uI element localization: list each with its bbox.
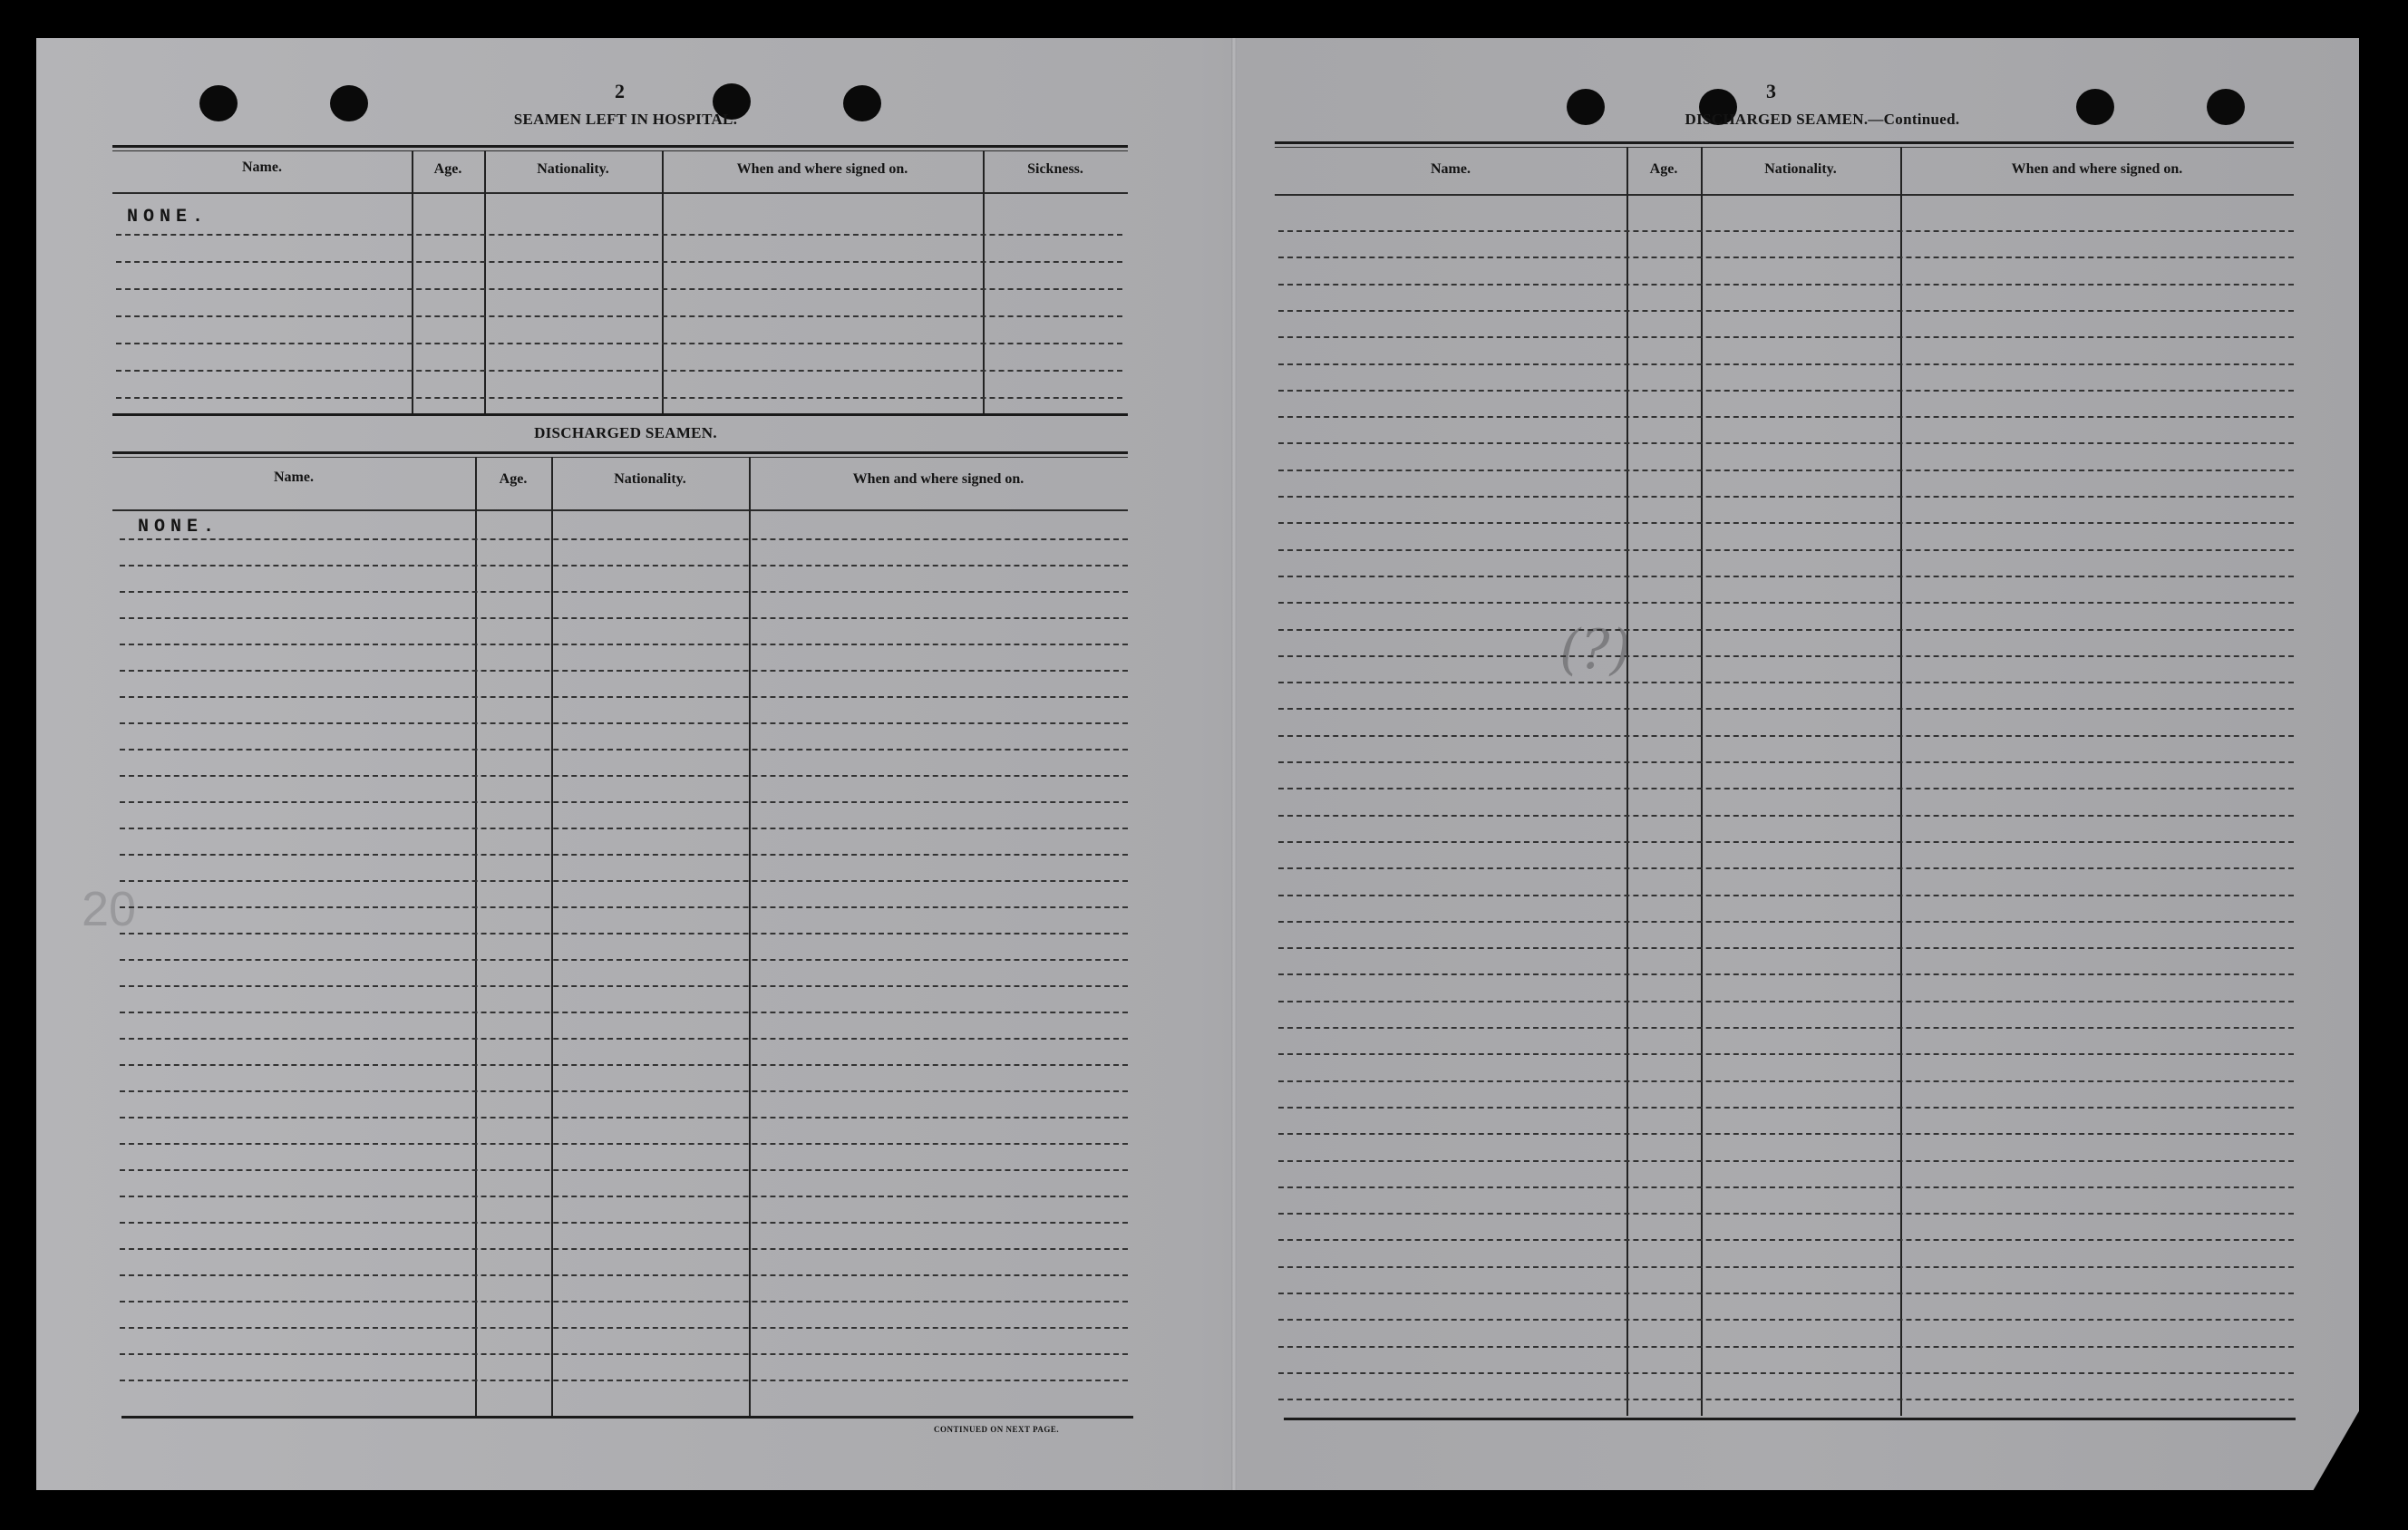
right-row-line — [1278, 576, 2294, 577]
right-row-line — [1278, 921, 2294, 923]
right-row-line — [1278, 1239, 2294, 1241]
discharged-row-line — [120, 644, 1128, 645]
punch-hole — [199, 85, 238, 121]
discharged-row-line — [120, 1196, 1128, 1197]
discharged-row-line — [120, 1248, 1128, 1250]
right-row-line — [1278, 867, 2294, 869]
discharged-row-line — [120, 670, 1128, 672]
right-top-rule — [1275, 141, 2294, 144]
right-row-line — [1278, 522, 2294, 524]
right-row-line — [1278, 284, 2294, 286]
discharged-row-line — [120, 801, 1128, 803]
right-row-line — [1278, 1293, 2294, 1294]
discharged-row-line — [120, 906, 1128, 908]
discharged-row-line — [120, 1064, 1128, 1066]
right-bottom-rule — [1284, 1418, 2296, 1420]
right-row-line — [1278, 761, 2294, 763]
right-row-line — [1278, 1160, 2294, 1162]
discharged-row-line — [120, 696, 1128, 698]
discharged-row-line — [120, 1327, 1128, 1329]
right-col-nationality: Nationality. — [1764, 161, 1837, 177]
right-row-line — [1278, 1346, 2294, 1348]
hospital-divider — [662, 150, 664, 415]
hospital-row-line — [116, 315, 1122, 317]
right-top-rule-thin — [1275, 147, 2294, 148]
right-row-line — [1278, 257, 2294, 258]
right-row-line — [1278, 947, 2294, 949]
hospital-divider — [412, 150, 413, 415]
discharged-header-rule — [112, 509, 1128, 511]
document-sheet — [36, 38, 2359, 1490]
right-row-line — [1278, 549, 2294, 551]
hospital-divider — [484, 150, 486, 415]
handwritten-mark: (?) — [1559, 618, 1631, 682]
right-row-line — [1278, 602, 2294, 604]
punch-hole — [2076, 89, 2114, 125]
hospital-divider — [983, 150, 985, 415]
right-row-line — [1278, 336, 2294, 338]
margin-number: 20 — [82, 882, 137, 936]
discharged-row-line — [120, 1169, 1128, 1171]
right-row-line — [1278, 442, 2294, 444]
right-row-line — [1278, 230, 2294, 232]
hospital-row-line — [116, 370, 1122, 372]
discharged-col-nationality: Nationality. — [614, 471, 686, 487]
right-row-line — [1278, 655, 2294, 657]
hospital-entry-none: NONE. — [127, 207, 209, 228]
discharged-row-line — [120, 591, 1128, 593]
discharged-row-line — [120, 1380, 1128, 1381]
discharged-row-line — [120, 933, 1128, 934]
right-row-line — [1278, 708, 2294, 710]
right-row-line — [1278, 363, 2294, 365]
discharged-row-line — [120, 828, 1128, 829]
hospital-row-line — [116, 288, 1122, 290]
right-row-line — [1278, 1399, 2294, 1400]
right-row-line — [1278, 1213, 2294, 1215]
discharged-row-line — [120, 880, 1128, 882]
discharged-bottom-rule — [121, 1416, 1133, 1419]
right-row-line — [1278, 470, 2294, 471]
right-row-line — [1278, 788, 2294, 789]
discharged-row-line — [120, 1301, 1128, 1302]
discharged-section-title: DISCHARGED SEAMEN. — [534, 424, 717, 441]
page-number-left: 2 — [615, 80, 625, 102]
discharged-row-line — [120, 1143, 1128, 1145]
hospital-bottom-rule — [112, 413, 1128, 416]
discharged-row-line — [120, 1038, 1128, 1040]
discharged-row-line — [120, 959, 1128, 961]
discharged-row-line — [120, 775, 1128, 777]
right-row-line — [1278, 1080, 2294, 1082]
hospital-row-line — [116, 397, 1122, 399]
right-row-line — [1278, 841, 2294, 843]
hospital-header-rule — [112, 192, 1128, 194]
right-col-name: Name. — [1431, 161, 1471, 177]
discharged-continued-title: DISCHARGED SEAMEN.—Continued. — [1685, 111, 1960, 128]
discharged-top-rule-thin — [112, 457, 1128, 458]
right-row-line — [1278, 1001, 2294, 1002]
right-row-line — [1278, 1372, 2294, 1374]
discharged-row-line — [120, 1274, 1128, 1276]
discharged-col-name: Name. — [274, 470, 314, 485]
discharged-row-line — [120, 1353, 1128, 1355]
discharged-entry-none: NONE. — [138, 517, 220, 537]
right-row-line — [1278, 416, 2294, 418]
hospital-row-line — [116, 261, 1122, 263]
right-row-line — [1278, 1266, 2294, 1268]
discharged-col-signed-on: When and where signed on. — [852, 471, 1024, 487]
right-row-line — [1278, 1107, 2294, 1109]
right-row-line — [1278, 310, 2294, 312]
continued-footer: CONTINUED ON NEXT PAGE. — [934, 1425, 1060, 1434]
right-row-line — [1278, 815, 2294, 817]
hospital-col-signed-on: When and where signed on. — [736, 161, 908, 177]
right-row-line — [1278, 1027, 2294, 1029]
right-header-rule — [1275, 194, 2294, 196]
discharged-row-line — [120, 538, 1128, 540]
punch-hole — [2207, 89, 2245, 125]
discharged-divider — [551, 457, 553, 1418]
right-row-line — [1278, 390, 2294, 392]
discharged-row-line — [120, 1222, 1128, 1224]
hospital-col-sickness: Sickness. — [1027, 161, 1083, 177]
discharged-row-line — [120, 854, 1128, 856]
discharged-row-line — [120, 722, 1128, 724]
right-row-line — [1278, 1319, 2294, 1321]
right-row-line — [1278, 1186, 2294, 1188]
discharged-divider — [475, 457, 477, 1418]
right-row-line — [1278, 973, 2294, 975]
right-row-line — [1278, 682, 2294, 683]
discharged-top-rule — [112, 451, 1128, 454]
punch-hole — [330, 85, 368, 121]
right-row-line — [1278, 1053, 2294, 1055]
hospital-section-title: SEAMEN LEFT IN HOSPITAL. — [513, 111, 738, 128]
right-row-line — [1278, 895, 2294, 896]
hospital-top-rule — [112, 145, 1128, 148]
discharged-row-line — [120, 565, 1128, 566]
center-fold — [1231, 38, 1237, 1490]
discharged-row-line — [120, 617, 1128, 619]
right-row-line — [1278, 496, 2294, 498]
right-row-line — [1278, 1133, 2294, 1135]
hospital-col-name: Name. — [242, 160, 282, 175]
hospital-top-rule-thin — [112, 150, 1128, 151]
right-col-age: Age. — [1649, 161, 1678, 177]
discharged-col-age: Age. — [499, 471, 528, 487]
discharged-row-line — [120, 749, 1128, 750]
discharged-row-line — [120, 1117, 1128, 1118]
right-col-signed-on: When and where signed on. — [2011, 161, 2183, 177]
discharged-divider — [749, 457, 751, 1418]
discharged-row-line — [120, 1012, 1128, 1013]
hospital-col-nationality: Nationality. — [537, 161, 609, 177]
page-number-right: 3 — [1766, 80, 1776, 102]
hospital-row-line — [116, 343, 1122, 344]
discharged-row-line — [120, 985, 1128, 987]
discharged-row-line — [120, 1090, 1128, 1092]
punch-hole — [843, 85, 881, 121]
torn-corner — [2313, 1409, 2360, 1491]
hospital-row-line — [116, 234, 1122, 236]
right-row-line — [1278, 735, 2294, 737]
hospital-col-age: Age. — [433, 161, 462, 177]
right-row-line — [1278, 629, 2294, 631]
